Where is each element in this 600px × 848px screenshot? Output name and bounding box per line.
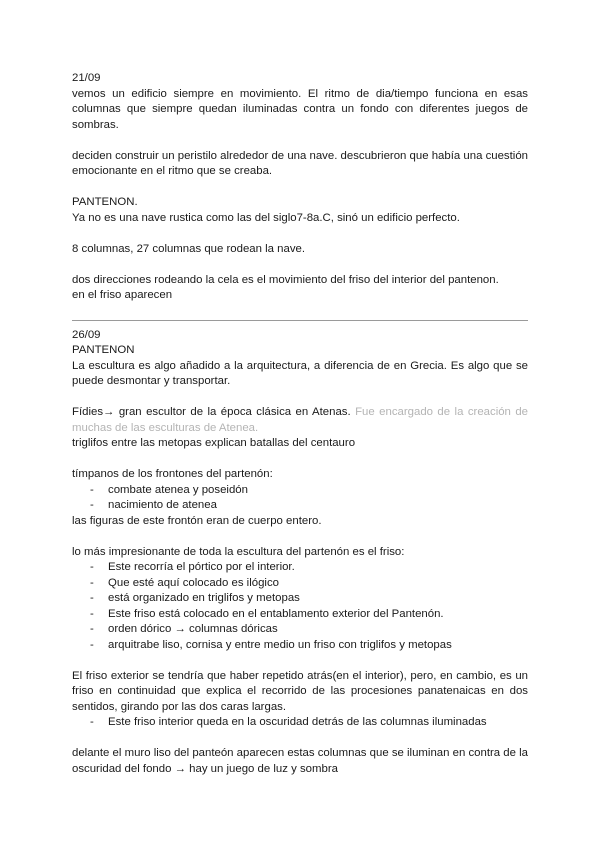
list-item: - Este friso interior queda en la oscuridad detrás de las columnas iluminadas bbox=[72, 715, 528, 731]
date-heading: 21/09 bbox=[72, 72, 101, 84]
paragraph bbox=[72, 405, 528, 436]
paragraph: 8 columnas, 27 columnas que rodean la nave. bbox=[72, 242, 306, 255]
faded-text: Fue encargado de la creación de muchas de las esculturas de Atenea. bbox=[72, 406, 528, 434]
paragraph: El friso exterior se tendría que haber repetido atrás(en el interior), pero, en cambio, es un friso en continuidad que explica el recorrido de las procesiones panatenaicas en dos sentidos, girando por las dos caras largas. bbox=[72, 669, 528, 713]
dash-bullet: - bbox=[90, 638, 94, 651]
bullet-list bbox=[72, 560, 528, 653]
bullet-list bbox=[72, 715, 528, 731]
dash-bullet: - bbox=[90, 607, 94, 620]
paragraph: deciden construir un peristilo alrededor de una nave. descubrieron que había una cuestión emocionante en el ritmo que se creaba. bbox=[72, 149, 528, 177]
paragraph: lo más impresionante de toda la escultura del partenón es el friso: bbox=[72, 545, 405, 558]
date-heading: 26/09 bbox=[72, 328, 101, 341]
dash-bullet: - bbox=[90, 623, 94, 635]
paragraph: vemos un edificio siempre en movimiento. El ritmo de dia/tiempo funciona en esas columnas que siempre quedan iluminadas contra un fondo con diferentes juegos de sombras. bbox=[72, 87, 528, 131]
dash-bullet: - bbox=[90, 499, 94, 511]
document-page bbox=[72, 71, 528, 777]
list-item: - Que esté aquí colocado es ilógico bbox=[72, 576, 528, 592]
bullet-list bbox=[72, 483, 528, 514]
section-heading: PANTENON. bbox=[72, 196, 138, 208]
paragraph-main-text: Fídies→ gran escultor de la época clásica en Atenas. bbox=[72, 406, 351, 418]
list-item: - combate atenea y poseidón bbox=[72, 483, 528, 499]
paragraph: triglifos entre las metopas explican batallas del centauro bbox=[72, 437, 356, 449]
paragraph: Ya no es una nave rustica como las del siglo7-8a.C, sinó un edificio perfecto. bbox=[72, 211, 460, 224]
list-item: - orden dórico → columnas dóricas bbox=[72, 622, 528, 638]
paragraph: las figuras de este frontón eran de cuerpo entero. bbox=[72, 514, 322, 527]
horizontal-divider bbox=[72, 320, 528, 321]
list-item: - nacimiento de atenea bbox=[72, 498, 528, 514]
paragraph: delante el muro liso del panteón aparecen estas columnas que se iluminan en contra de la oscuridad del fondo → hay un juego de luz y sombra bbox=[72, 747, 528, 775]
dash-bullet: - bbox=[90, 716, 94, 728]
dash-bullet: - bbox=[90, 592, 94, 604]
list-item: - arquitrabe liso, cornisa y entre medio un friso con triglifos y metopas bbox=[72, 638, 528, 654]
paragraph: tímpanos de los frontones del partenón: bbox=[72, 468, 273, 480]
paragraph: La escultura es algo añadido a la arquitectura, a diferencia de en Grecia. Es algo que se puede desmontar y transportar. bbox=[72, 359, 528, 387]
list-item: - Este friso está colocado en el entablamento exterior del Pantenón. bbox=[72, 607, 528, 623]
dash-bullet: - bbox=[90, 576, 94, 589]
list-item: - Este recorría el pórtico por el interior. bbox=[72, 560, 528, 576]
section-heading: PANTENON bbox=[72, 344, 135, 356]
paragraph: en el friso aparecen bbox=[72, 289, 173, 301]
paragraph: dos direcciones rodeando la cela es el movimiento del friso del interior del pantenon. bbox=[72, 273, 499, 286]
dash-bullet: - bbox=[90, 561, 94, 573]
list-item: - está organizado en triglifos y metopas bbox=[72, 591, 528, 607]
dash-bullet: - bbox=[90, 483, 94, 496]
